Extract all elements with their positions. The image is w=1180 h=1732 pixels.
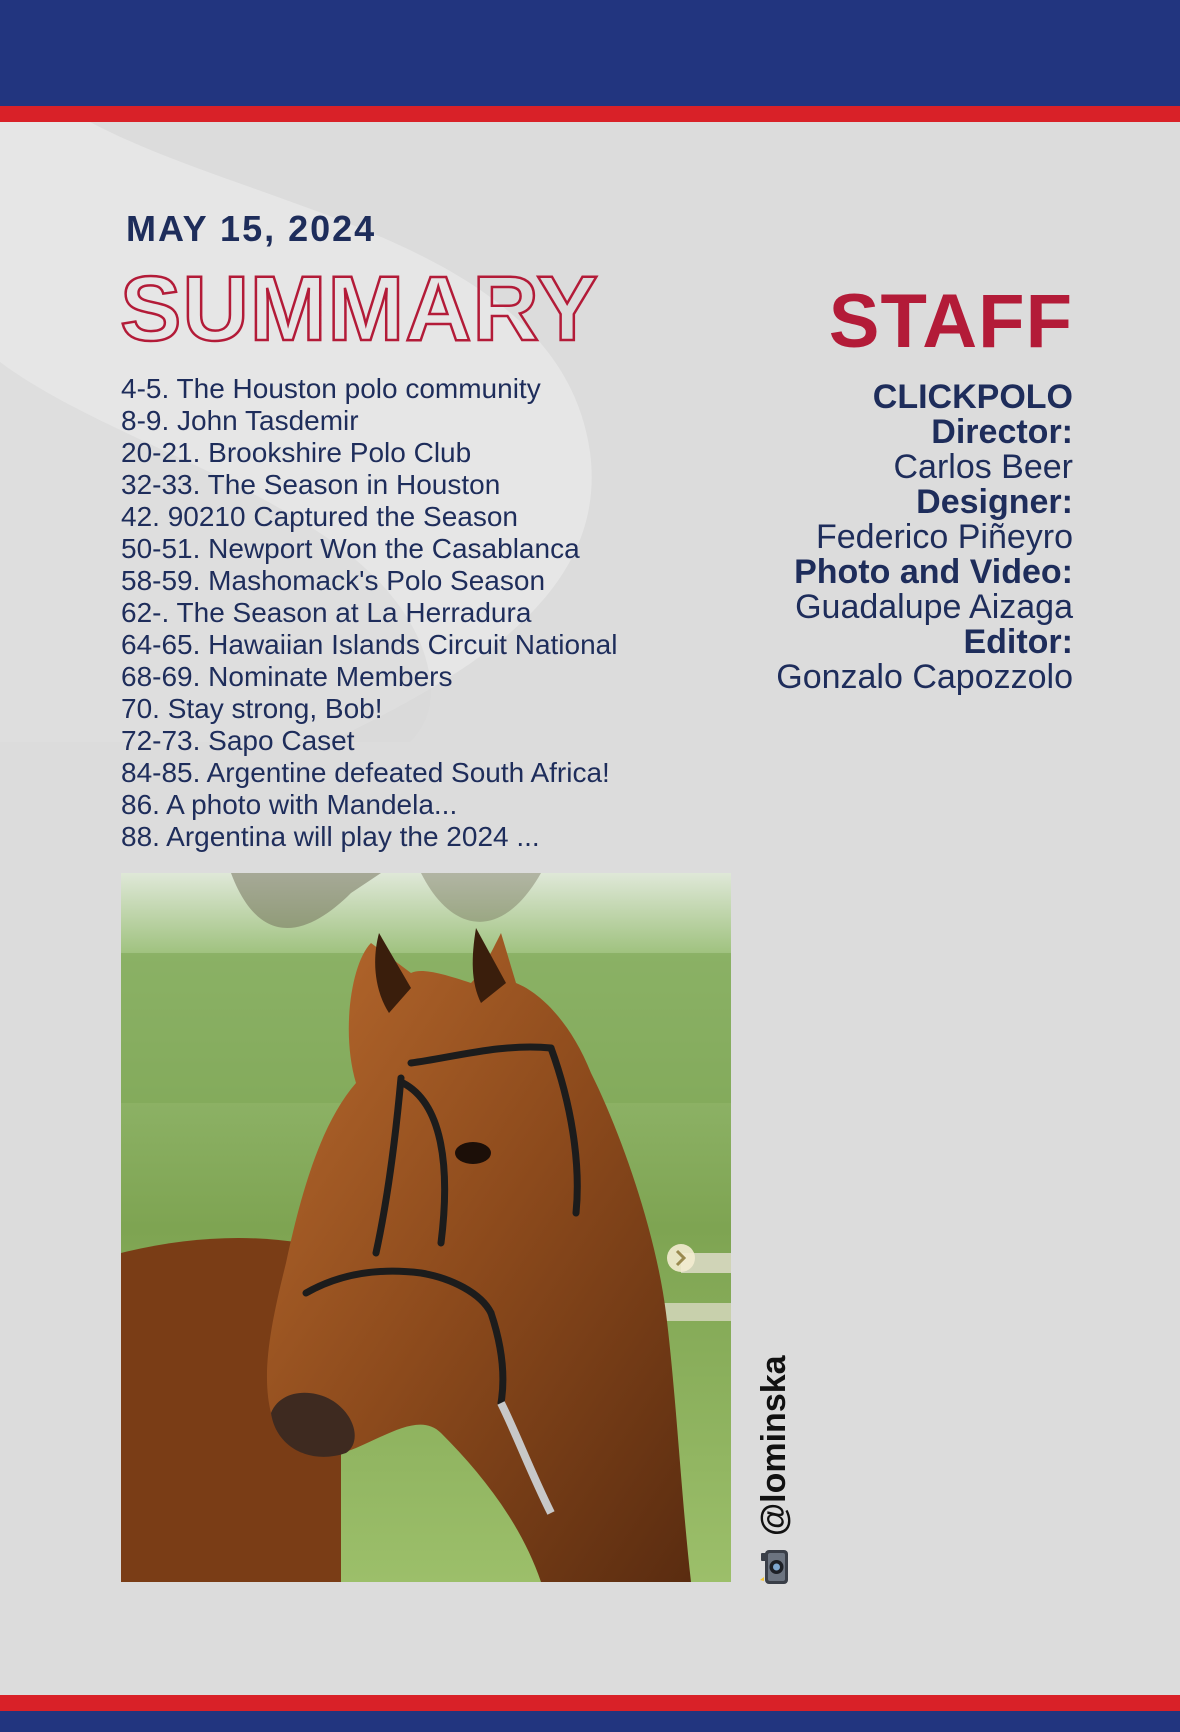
director-label: Director: [931,413,1073,451]
director-name: Carlos Beer [893,448,1073,486]
horse-photo [121,873,731,1582]
camera-flash-icon [758,1548,790,1586]
summary-item: 50-51. Newport Won the Casablanca [121,533,580,564]
designer-name: Federico Piñeyro [815,518,1073,556]
svg-text:SUMMARY: SUMMARY [120,258,599,358]
issue-date: MAY 15, 2024 [126,208,377,249]
summary-item: 42. 90210 Captured the Season [121,501,518,532]
summary-title [118,258,608,358]
summary-item: 58-59. Mashomack's Polo Season [121,565,546,596]
top-banner [0,0,1180,106]
summary-item: 88. Argentina will play the 2024 ... [121,821,540,852]
summary-item: 86. A photo with Mandela... [121,789,458,820]
summary-item: 62-. The Season at La Herradura [121,597,532,628]
summary-list [121,373,617,853]
staff-credits [776,380,1073,695]
top-red-stripe [0,106,1180,122]
staff-title: STAFF [828,279,1073,364]
photo-credit [752,1206,796,1586]
summary-item: 32-33. The Season in Houston [121,469,501,500]
carousel-next-icon [667,1244,695,1272]
summary-item: 20-21. Brookshire Polo Club [121,437,472,468]
staff-org: CLICKPOLO [872,378,1073,416]
photo-video-label: Photo and Video: [794,553,1073,591]
photo-video-name: Guadalupe Aizaga [795,588,1073,626]
summary-item: 70. Stay strong, Bob! [121,693,383,724]
designer-label: Designer: [916,483,1073,521]
photo-credit-handle: @lominska [754,1355,793,1536]
editor-label: Editor: [963,623,1073,661]
bottom-banner [0,1711,1180,1732]
summary-item: 64-65. Hawaiian Islands Circuit National [121,629,618,660]
editor-name: Gonzalo Capozzolo [776,658,1073,696]
summary-item: 8-9. John Tasdemir [121,405,359,436]
bottom-red-stripe [0,1695,1180,1711]
summary-item: 68-69. Nominate Members [121,661,453,692]
summary-item: 4-5. The Houston polo community [121,373,541,404]
summary-item: 84-85. Argentine defeated South Africa! [121,757,610,788]
summary-item: 72-73. Sapo Caset [121,725,355,756]
